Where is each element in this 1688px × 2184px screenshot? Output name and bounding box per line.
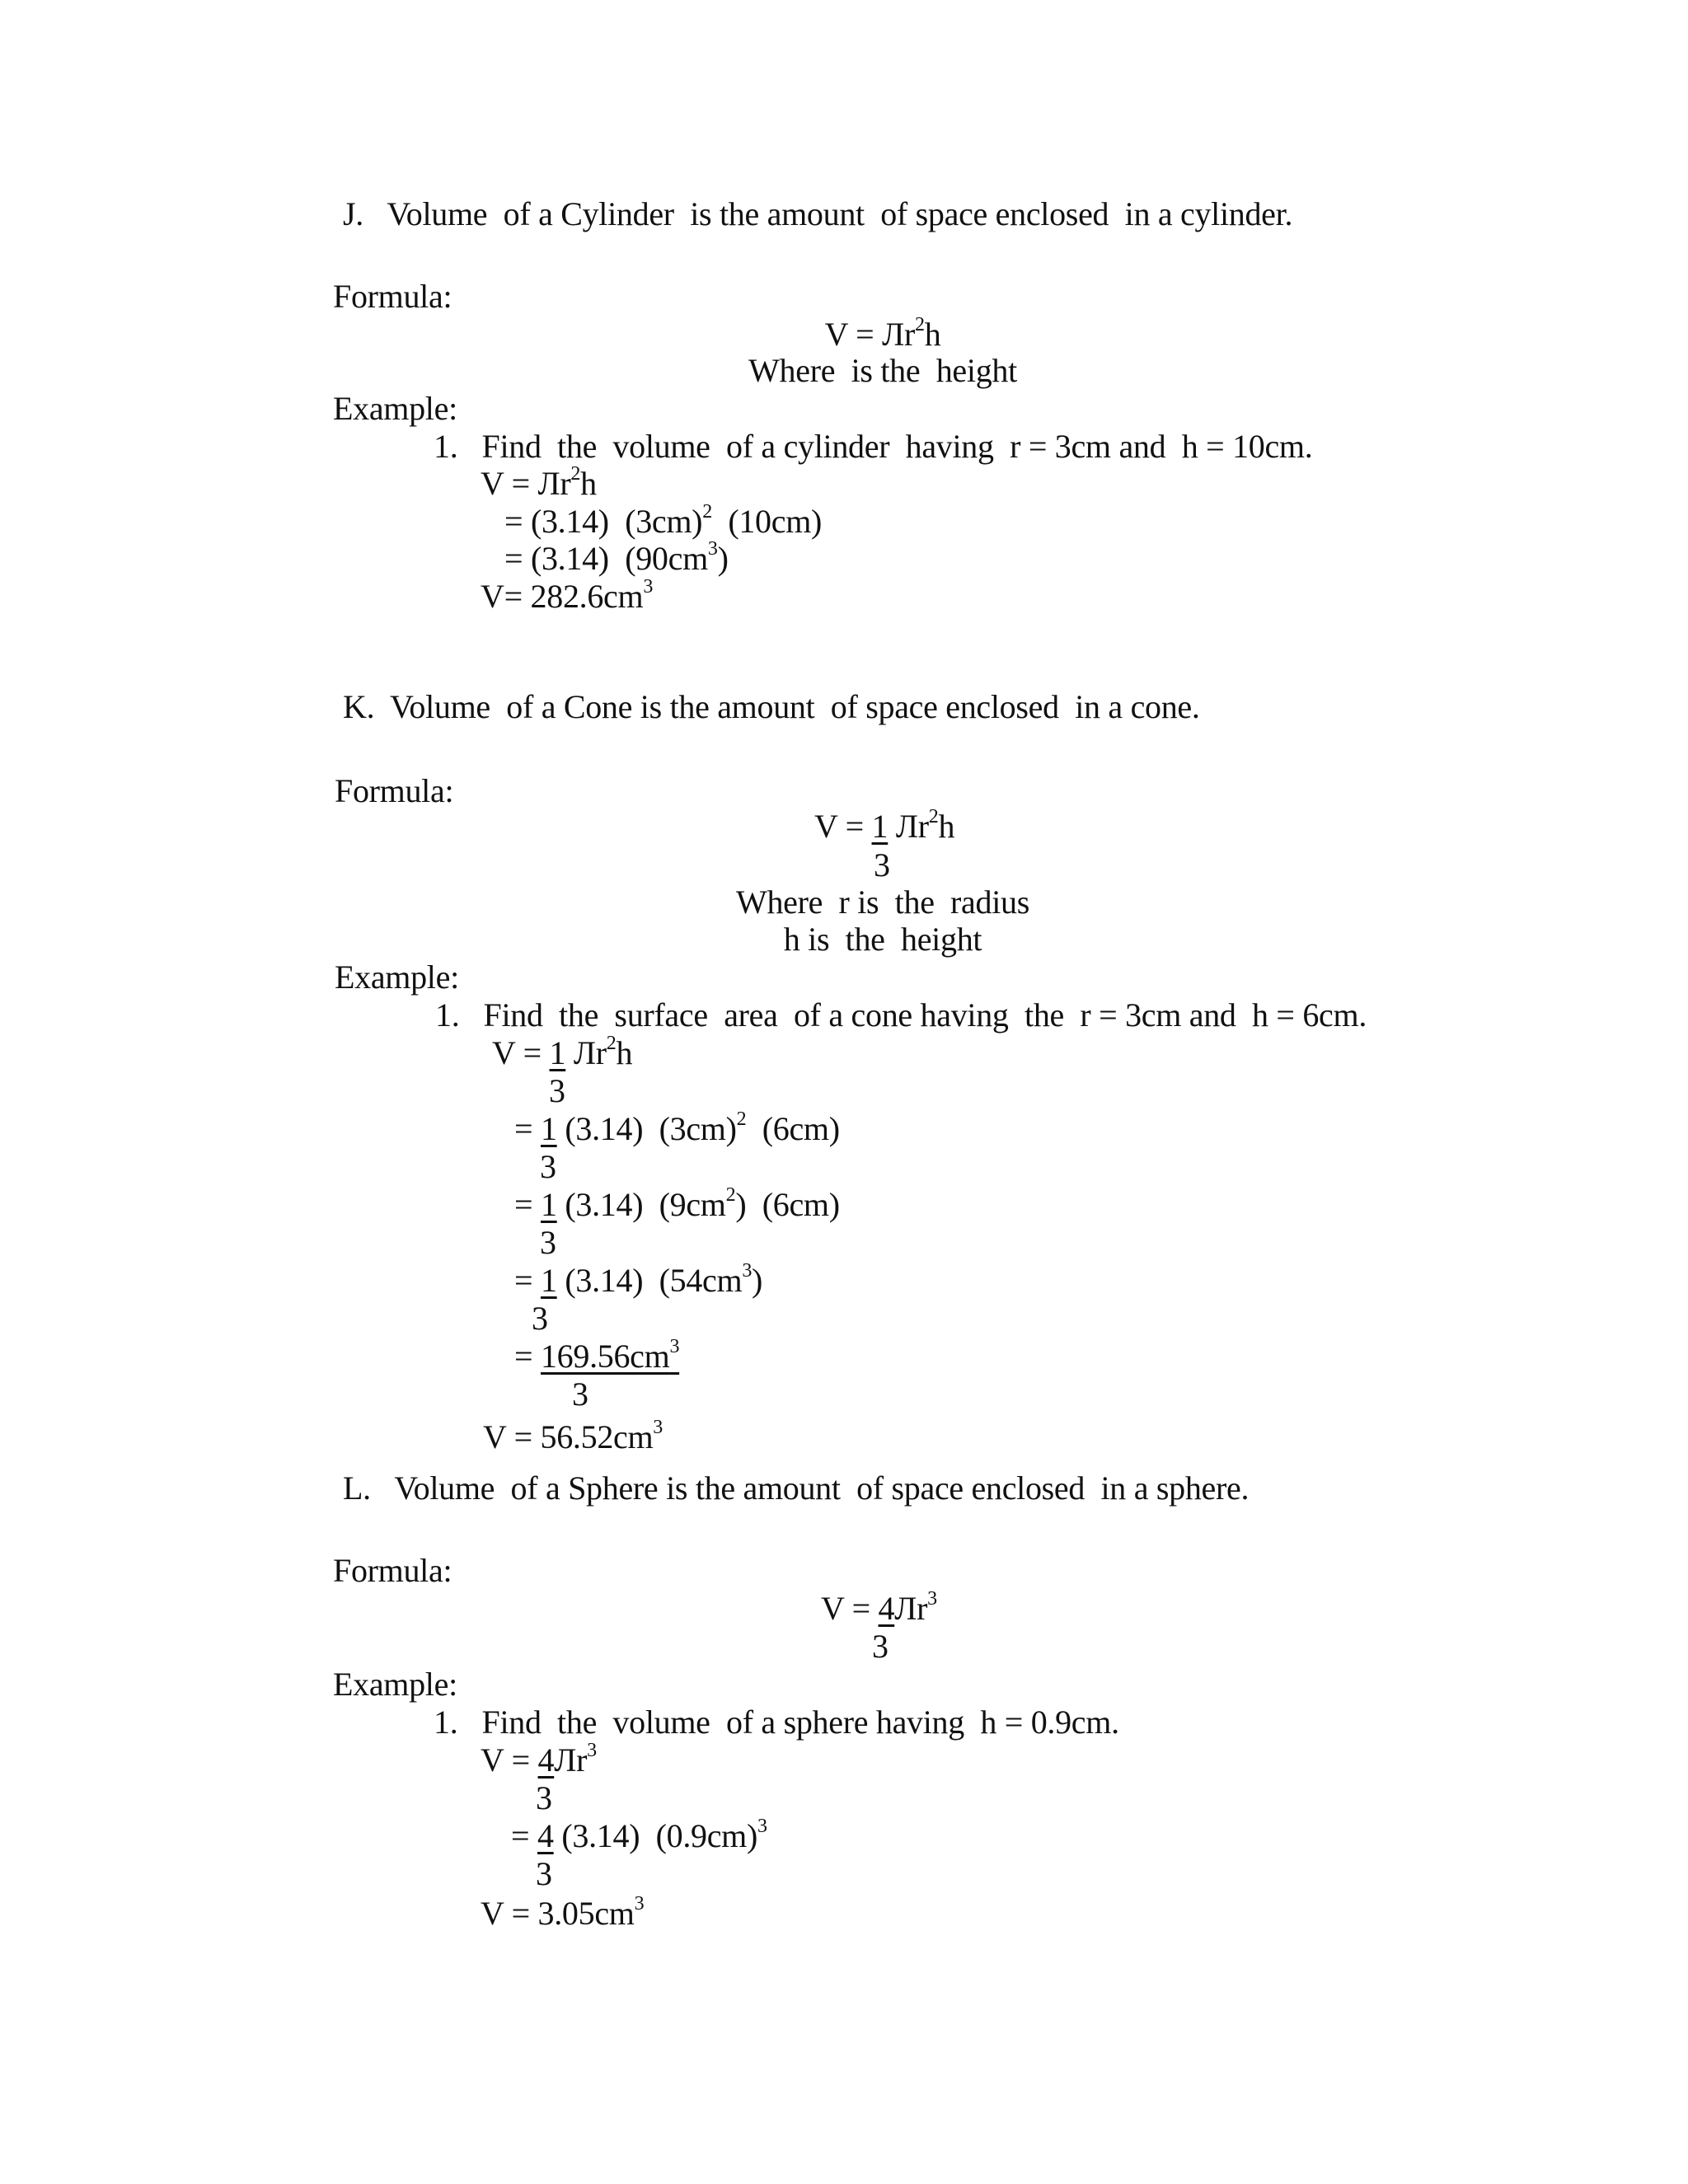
cylinder-where-text: Where is the height (748, 352, 1017, 389)
cone-formula: V = 1 $Лr^2h$ (814, 806, 955, 845)
cone-step-2: = 1 (3.14) $(3cm)^2$ (6cm) (514, 1108, 840, 1147)
cone-step-4-denominator: 3 (532, 1300, 548, 1337)
cylinder-problem-text: 1. Find the volume of a cylinder having r = 3cm and h = 10cm. (434, 428, 1313, 465)
sphere-step-2: = 4 (3.14) $(0.9cm)^3$ (511, 1816, 767, 1854)
cone-step-2-denominator: 3 (540, 1148, 556, 1185)
cone-where-height: h is the height (783, 921, 982, 958)
cone-step-5: = $169.56cm^3$ (514, 1336, 680, 1375)
cylinder-formula: $V = Лr^2h$ (824, 314, 941, 353)
section-heading-cylinder: J. Volume of a Cylinder is the amount of space enclosed in a cylinder. (343, 195, 1293, 232)
sphere-step-2-denominator: 3 (536, 1855, 552, 1892)
sphere-formula: $V = 4Лr^3$ (821, 1588, 937, 1627)
cylinder-step-1: $V = Лr^2h$ (481, 463, 597, 502)
cone-step-1-denominator: 3 (549, 1072, 565, 1109)
cone-step-1: V = 1 $Лr^2h$ (492, 1033, 633, 1071)
example-label: Example: (335, 958, 459, 996)
cone-problem-text: 1. Find the surface area of a cone having the r = 3cm and h = 6cm. (435, 996, 1367, 1033)
example-label: Example: (333, 390, 457, 427)
cone-step-3: = 1 (3.14) $(9cm^2)$ (6cm) (514, 1184, 840, 1223)
cone-step-5-denominator: 3 (572, 1376, 588, 1413)
cone-result: $V = 56.52cm^3$ (483, 1417, 663, 1455)
sphere-problem-text: 1. Find the volume of a sphere having h = 0.9cm. (434, 1704, 1119, 1741)
cylinder-step-3: = (3.14) $(90cm^3)$ (504, 538, 729, 577)
sphere-formula-denominator: 3 (872, 1628, 889, 1665)
cone-where-radius: Where r is the radius (735, 883, 1030, 921)
sphere-result: $V = 3.05cm^3$ (481, 1893, 645, 1932)
formula-label: Formula: (333, 1552, 452, 1589)
cylinder-step-2: = (3.14) $(3cm)^2$ (10cm) (504, 501, 823, 540)
example-label: Example: (333, 1666, 457, 1703)
cone-formula-denominator: 3 (874, 846, 890, 883)
formula-label: Formula: (335, 772, 454, 809)
sphere-step-1-denominator: 3 (536, 1779, 552, 1816)
section-heading-sphere: L. Volume of a Sphere is the amount of space enclosed in a sphere. (343, 1469, 1250, 1507)
sphere-step-1: $V = 4Лr^3$ (481, 1740, 597, 1779)
cone-step-3-denominator: 3 (540, 1224, 556, 1261)
cylinder-result: $V= 282.6cm^3$ (481, 576, 654, 615)
formula-label: Formula: (333, 278, 452, 315)
cone-step-4: = 1 (3.14) $(54cm^3)$ (514, 1260, 763, 1299)
section-heading-cone: K. Volume of a Cone is the amount of space enclosed in a cone. (343, 688, 1200, 725)
